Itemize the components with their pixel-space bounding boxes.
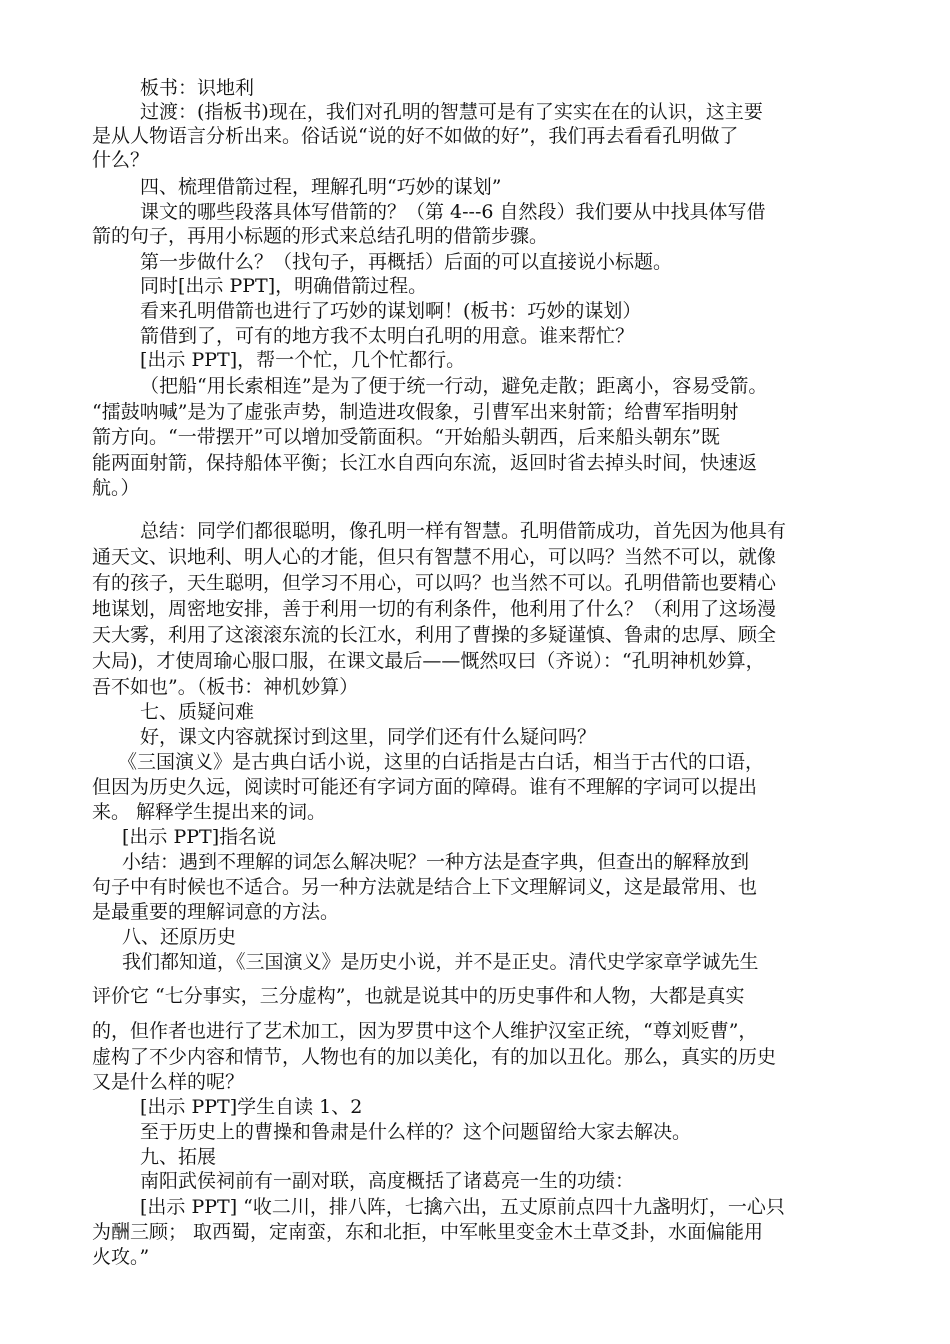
text-line: 吾不如也”。（板书：神机妙算）	[92, 676, 359, 698]
section-heading: 八、还原历史	[122, 926, 237, 948]
text-line: 句子中有时候也不适合。另一种方法就是结合上下文理解词义，这是最常用、也	[92, 876, 758, 898]
text-line: 板书：识地利	[140, 77, 255, 99]
text-line: 总结：同学们都很聪明，像孔明一样有智慧。孔明借箭成功，首先因为他具有	[140, 520, 787, 542]
text-line: [出示 PPT] “收二川，排八阵，七擒六出，五丈原前点四十九盏明灯，一心只	[140, 1196, 785, 1218]
text-line: 火攻。”	[92, 1246, 150, 1268]
text-line: 看来孔明借箭也进行了巧妙的谋划啊！(板书：巧妙的谋划）	[140, 300, 642, 322]
section-heading: 四、梳理借箭过程，理解孔明“巧妙的谋划”	[140, 176, 502, 198]
text-line: 好，课文内容就探讨到这里，同学们还有什么疑问吗？	[140, 726, 597, 748]
text-line: 箭借到了，可有的地方我不太明白孔明的用意。谁来帮忙？	[140, 325, 635, 347]
text-line: 又是什么样的呢？	[92, 1071, 245, 1093]
text-line: [出示 PPT]指名说	[122, 826, 277, 848]
text-line: 《三国演义》是古典白话小说，这里的白话指是古白话，相当于古代的口语，	[118, 751, 765, 773]
text-line: 地谋划，周密地安排，善于利用一切的有利条件，他利用了什么？（利用了这场漫	[92, 598, 777, 620]
text-line: 评价它 “七分事实，三分虚构”，也就是说其中的历史事件和人物，大都是真实	[92, 985, 745, 1007]
section-heading: 九、拓展	[140, 1146, 217, 1168]
text-line: 通天文、识地利、明人心的才能，但只有智慧不用心，可以吗？当然不可以，就像	[92, 546, 777, 568]
text-line: 箭方向。“一带摆开”可以增加受箭面积。“开始船头朝西，后来船头朝东”既	[92, 426, 720, 448]
text-line: 过渡：(指板书)现在，我们对孔明的智慧可是有了实实在在的认识，这主要	[140, 101, 763, 123]
text-line: 我们都知道，《三国演义》是历史小说，并不是正史。清代史学家章学诚先生	[122, 951, 759, 973]
text-line: 虚构了不少内容和情节，人物也有的加以美化，有的加以丑化。那么，真实的历史	[92, 1046, 777, 1068]
text-line: 小结：遇到不理解的词怎么解决呢？一种方法是查字典，但查出的解释放到	[122, 851, 750, 873]
text-line: 第一步做什么？（找句子，再概括）后面的可以直接说小标题。	[140, 251, 673, 273]
text-line: 航。）	[92, 477, 140, 499]
text-line: 天大雾，利用了这滚滚东流的长江水，利用了曹操的多疑谨慎、鲁肃的忠厚、顾全	[92, 624, 777, 646]
text-line: 是从人物语言分析出来。俗话说“说的好不如做的好”，我们再去看看孔明做了	[92, 125, 739, 147]
text-line: 的，但作者也进行了艺术加工，因为罗贯中这个人维护汉室正统，“尊刘贬曹”，	[92, 1020, 758, 1042]
text-line: 有的孩子，天生聪明，但学习不用心，可以吗？也当然不可以。孔明借箭也要精心	[92, 572, 777, 594]
text-line: 南阳武侯祠前有一副对联，高度概括了诸葛亮一生的功绩：	[140, 1170, 635, 1192]
text-line: “擂鼓呐喊”是为了虚张声势，制造进攻假象，引曹军出来射箭；给曹军指明射	[92, 401, 739, 423]
text-line: [出示 PPT]，帮一个忙，几个忙都行。	[140, 349, 466, 371]
text-line: 但因为历史久远，阅读时可能还有字词方面的障碍。谁有不理解的字词可以提出	[92, 776, 758, 798]
text-line: 什么？	[92, 149, 150, 171]
text-line: [出示 PPT]学生自读 1、2	[140, 1096, 363, 1118]
text-line: 至于历史上的曹操和鲁肃是什么样的？这个问题留给大家去解决。	[140, 1121, 692, 1143]
text-line: 是最重要的理解词意的方法。	[92, 901, 340, 923]
text-line: 课文的哪些段落具体写借箭的？（第 4---6 自然段）我们要从中找具体写借	[140, 201, 766, 223]
text-line: 为酬三顾； 取西蜀，定南蛮，东和北拒，中军帐里变金木土草爻卦，水面偏能用	[92, 1221, 764, 1243]
text-line: 大局)，才使周瑜心服口服，在课文最后——慨然叹曰（齐说）：“孔明神机妙算，	[92, 650, 765, 672]
section-heading: 七、质疑问难	[140, 701, 255, 723]
text-line: 同时[出示 PPT]，明确借箭过程。	[140, 275, 428, 297]
text-line: 来。 解释学生提出来的词。	[92, 801, 327, 823]
text-line: 能两面射箭，保持船体平衡；长江水自西向东流，返回时省去掉头时间，快速返	[92, 452, 758, 474]
text-line: （把船“用长索相连”是为了便于统一行动，避免走散；距离小，容易受箭。	[140, 375, 768, 397]
text-line: 箭的句子，再用小标题的形式来总结孔明的借箭步骤。	[92, 225, 549, 247]
